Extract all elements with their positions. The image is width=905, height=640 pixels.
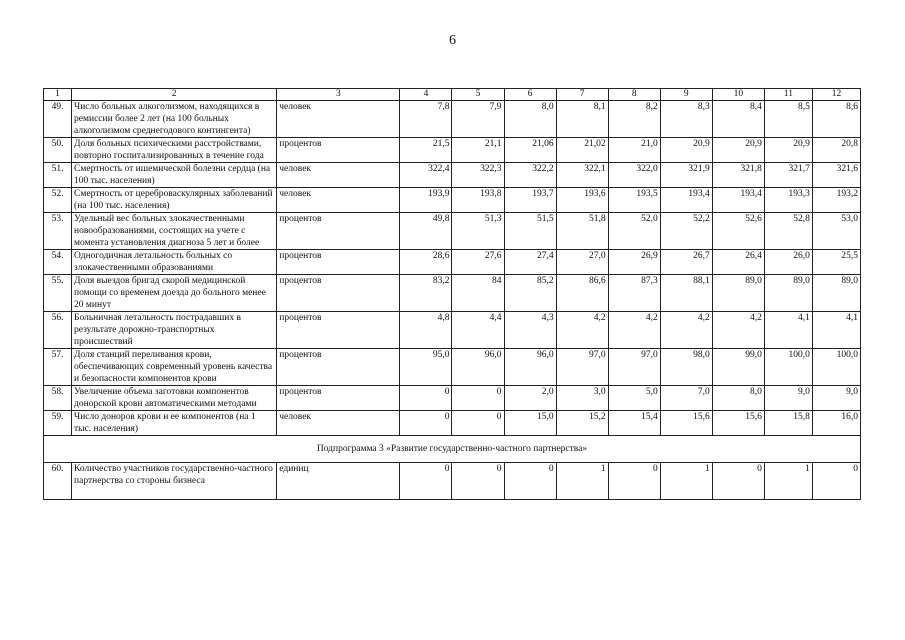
value-cell: 0 <box>712 463 764 500</box>
value-cell: 51,5 <box>504 213 556 250</box>
value-cell: 27,0 <box>556 250 608 275</box>
value-cell: 0 <box>400 463 452 500</box>
value-cell: 0 <box>400 386 452 411</box>
column-header: 10 <box>712 89 764 101</box>
value-cell: 8,1 <box>556 101 608 138</box>
unit-cell: процентов <box>277 275 400 312</box>
value-cell: 1 <box>660 463 712 500</box>
value-cell: 4,2 <box>556 312 608 349</box>
table-row <box>44 349 861 386</box>
unit-cell: процентов <box>277 250 400 275</box>
value-cell: 95,0 <box>400 349 452 386</box>
column-header: 3 <box>277 89 400 101</box>
column-header: 9 <box>660 89 712 101</box>
value-cell: 52,8 <box>764 213 812 250</box>
value-cell: 0 <box>812 463 860 500</box>
indicator-name: Доля станций переливания крови, обеспечивающих современный уровень качества и безопасности компонентов крови <box>72 349 277 386</box>
value-cell: 99,0 <box>712 349 764 386</box>
value-cell: 52,0 <box>608 213 660 250</box>
row-number: 51. <box>44 163 72 188</box>
value-cell: 15,2 <box>556 411 608 436</box>
value-cell: 26,7 <box>660 250 712 275</box>
value-cell: 4,2 <box>712 312 764 349</box>
column-header: 8 <box>608 89 660 101</box>
value-cell: 28,6 <box>400 250 452 275</box>
unit-cell: человек <box>277 101 400 138</box>
value-cell: 85,2 <box>504 275 556 312</box>
table-row <box>44 250 861 275</box>
value-cell: 5,0 <box>608 386 660 411</box>
value-cell: 1 <box>556 463 608 500</box>
value-cell: 84 <box>452 275 504 312</box>
value-cell: 193,3 <box>764 188 812 213</box>
value-cell: 8,2 <box>608 101 660 138</box>
value-cell: 321,7 <box>764 163 812 188</box>
column-header: 1 <box>44 89 72 101</box>
value-cell: 3,0 <box>556 386 608 411</box>
value-cell: 2,0 <box>504 386 556 411</box>
indicator-name: Смертность от ишемической болезни сердца (на 100 тыс. населения) <box>72 163 277 188</box>
value-cell: 193,8 <box>452 188 504 213</box>
value-cell: 4,4 <box>452 312 504 349</box>
value-cell: 27,6 <box>452 250 504 275</box>
row-number: 49. <box>44 101 72 138</box>
unit-cell: человек <box>277 411 400 436</box>
value-cell: 89,0 <box>764 275 812 312</box>
column-header: 5 <box>452 89 504 101</box>
column-header: 2 <box>72 89 277 101</box>
subprogram-row <box>44 436 861 463</box>
table-row <box>44 386 861 411</box>
value-cell: 15,0 <box>504 411 556 436</box>
value-cell: 15,6 <box>660 411 712 436</box>
unit-cell: единиц <box>277 463 400 500</box>
value-cell: 9,0 <box>812 386 860 411</box>
value-cell: 4,8 <box>400 312 452 349</box>
indicator-name: Смертность от цереброваскулярных заболеваний (на 100 тыс. населения) <box>72 188 277 213</box>
row-number: 57. <box>44 349 72 386</box>
value-cell: 0 <box>452 411 504 436</box>
value-cell: 15,8 <box>764 411 812 436</box>
value-cell: 4,3 <box>504 312 556 349</box>
column-header: 7 <box>556 89 608 101</box>
value-cell: 98,0 <box>660 349 712 386</box>
value-cell: 100,0 <box>764 349 812 386</box>
value-cell: 21,1 <box>452 138 504 163</box>
indicators-table <box>43 88 861 500</box>
value-cell: 0 <box>400 411 452 436</box>
value-cell: 321,9 <box>660 163 712 188</box>
value-cell: 21,0 <box>608 138 660 163</box>
value-cell: 21,06 <box>504 138 556 163</box>
value-cell: 321,8 <box>712 163 764 188</box>
row-number: 59. <box>44 411 72 436</box>
table-row <box>44 188 861 213</box>
unit-cell: процентов <box>277 138 400 163</box>
value-cell: 52,6 <box>712 213 764 250</box>
value-cell: 321,6 <box>812 163 860 188</box>
indicator-name: Доля выездов бригад скорой медицинской помощи со временем доезда до больного менее 20 минут <box>72 275 277 312</box>
unit-cell: процентов <box>277 386 400 411</box>
table-row <box>44 138 861 163</box>
value-cell: 96,0 <box>504 349 556 386</box>
row-number: 50. <box>44 138 72 163</box>
value-cell: 100,0 <box>812 349 860 386</box>
unit-cell: человек <box>277 163 400 188</box>
value-cell: 21,5 <box>400 138 452 163</box>
value-cell: 8,6 <box>812 101 860 138</box>
value-cell: 20,9 <box>660 138 712 163</box>
value-cell: 193,7 <box>504 188 556 213</box>
value-cell: 8,0 <box>712 386 764 411</box>
value-cell: 83,2 <box>400 275 452 312</box>
value-cell: 193,6 <box>556 188 608 213</box>
indicator-name: Увеличение объема заготовки компонентов донорской крови автоматическими методами <box>72 386 277 411</box>
row-number: 56. <box>44 312 72 349</box>
row-number: 58. <box>44 386 72 411</box>
value-cell: 7,9 <box>452 101 504 138</box>
value-cell: 4,1 <box>812 312 860 349</box>
indicator-name: Число доноров крови и ее компонентов (на 1 тыс. населения) <box>72 411 277 436</box>
value-cell: 15,6 <box>712 411 764 436</box>
value-cell: 97,0 <box>608 349 660 386</box>
value-cell: 15,4 <box>608 411 660 436</box>
value-cell: 96,0 <box>452 349 504 386</box>
value-cell: 20,9 <box>712 138 764 163</box>
value-cell: 193,5 <box>608 188 660 213</box>
value-cell: 322,2 <box>504 163 556 188</box>
value-cell: 0 <box>452 386 504 411</box>
value-cell: 193,4 <box>712 188 764 213</box>
value-cell: 8,4 <box>712 101 764 138</box>
unit-cell: процентов <box>277 312 400 349</box>
value-cell: 322,4 <box>400 163 452 188</box>
value-cell: 4,1 <box>764 312 812 349</box>
value-cell: 89,0 <box>712 275 764 312</box>
subprogram-title: Подпрограмма 3 «Развитие государственно-частного партнерства» <box>44 436 861 463</box>
table-row <box>44 275 861 312</box>
value-cell: 193,9 <box>400 188 452 213</box>
value-cell: 21,02 <box>556 138 608 163</box>
table-row <box>44 463 861 500</box>
value-cell: 25,5 <box>812 250 860 275</box>
value-cell: 26,4 <box>712 250 764 275</box>
row-number: 53. <box>44 213 72 250</box>
indicator-name: Больничная летальность пострадавших в результате дорожно-транспортных происшествий <box>72 312 277 349</box>
row-number: 55. <box>44 275 72 312</box>
column-header: 12 <box>812 89 860 101</box>
value-cell: 9,0 <box>764 386 812 411</box>
value-cell: 20,9 <box>764 138 812 163</box>
indicator-name: Доля больных психическими расстройствами, повторно госпитализированных в течение года <box>72 138 277 163</box>
unit-cell: процентов <box>277 349 400 386</box>
value-cell: 7,8 <box>400 101 452 138</box>
column-header: 4 <box>400 89 452 101</box>
value-cell: 87,3 <box>608 275 660 312</box>
table-body <box>44 89 861 500</box>
value-cell: 51,8 <box>556 213 608 250</box>
row-number: 52. <box>44 188 72 213</box>
row-number: 60. <box>44 463 72 500</box>
value-cell: 53,0 <box>812 213 860 250</box>
value-cell: 8,3 <box>660 101 712 138</box>
table-row <box>44 312 861 349</box>
value-cell: 0 <box>452 463 504 500</box>
value-cell: 4,2 <box>660 312 712 349</box>
value-cell: 26,9 <box>608 250 660 275</box>
column-header: 6 <box>504 89 556 101</box>
unit-cell: процентов <box>277 213 400 250</box>
page-number: 6 <box>449 33 456 48</box>
indicator-name: Число больных алкоголизмом, находящихся в ремиссии более 2 лет (на 100 больных алкоголизмом среднегодового контингента) <box>72 101 277 138</box>
table-row <box>44 213 861 250</box>
table-row <box>44 411 861 436</box>
header-row <box>44 89 861 101</box>
row-number: 54. <box>44 250 72 275</box>
value-cell: 7,0 <box>660 386 712 411</box>
column-header: 11 <box>764 89 812 101</box>
value-cell: 8,0 <box>504 101 556 138</box>
value-cell: 52,2 <box>660 213 712 250</box>
value-cell: 0 <box>608 463 660 500</box>
unit-cell: человек <box>277 188 400 213</box>
table-row <box>44 101 861 138</box>
value-cell: 193,2 <box>812 188 860 213</box>
value-cell: 88,1 <box>660 275 712 312</box>
value-cell: 51,3 <box>452 213 504 250</box>
value-cell: 1 <box>764 463 812 500</box>
value-cell: 322,1 <box>556 163 608 188</box>
value-cell: 49,8 <box>400 213 452 250</box>
value-cell: 193,4 <box>660 188 712 213</box>
indicator-name: Количество участников государственно-частного партнерства со стороны бизнеса <box>72 463 277 500</box>
indicator-name: Одногодичная летальность больных со злокачественными образованиями <box>72 250 277 275</box>
value-cell: 4,2 <box>608 312 660 349</box>
value-cell: 27,4 <box>504 250 556 275</box>
value-cell: 8,5 <box>764 101 812 138</box>
table-row <box>44 163 861 188</box>
value-cell: 322,0 <box>608 163 660 188</box>
value-cell: 97,0 <box>556 349 608 386</box>
value-cell: 89,0 <box>812 275 860 312</box>
value-cell: 322,3 <box>452 163 504 188</box>
value-cell: 86,6 <box>556 275 608 312</box>
value-cell: 26,0 <box>764 250 812 275</box>
value-cell: 16,0 <box>812 411 860 436</box>
indicator-name: Удельный вес больных злокачественными новообразованиями, состоящих на учете с момента установления диагноза 5 лет и более <box>72 213 277 250</box>
value-cell: 20,8 <box>812 138 860 163</box>
value-cell: 0 <box>504 463 556 500</box>
